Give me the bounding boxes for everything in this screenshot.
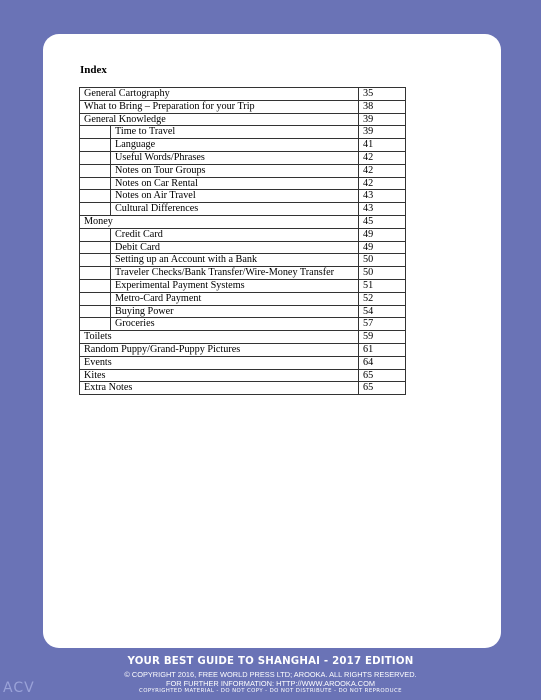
index-row (80, 228, 406, 241)
index-entry-title: Events (80, 356, 359, 369)
index-entry-page: 64 (359, 356, 406, 369)
index-entry-page: 51 (359, 279, 406, 292)
footer-info: FOR FURTHER INFORMATION: HTTP://WWW.AROOKA.COM (165, 679, 376, 688)
index-entry-title: Kites (80, 369, 359, 382)
index-entry-title: Metro-Card Payment (111, 292, 359, 305)
index-entry-page: 65 (359, 369, 406, 382)
index-entry-title: Experimental Payment Systems (111, 279, 359, 292)
footer-copyright: © COPYRIGHT 2016, FREE WORLD PRESS LTD; AROOKA. ALL RIGHTS RESERVED. (124, 670, 417, 679)
index-entry-title: Time to Travel (111, 126, 359, 139)
index-entry-title: Toilets (80, 331, 359, 344)
index-entry-title: Notes on Air Travel (111, 190, 359, 203)
indent-cell (80, 228, 111, 241)
indent-cell (80, 126, 111, 139)
index-entry-title: Debit Card (111, 241, 359, 254)
index-entry-page: 35 (359, 88, 406, 101)
index-heading: Index (80, 64, 107, 76)
index-row (80, 369, 406, 382)
index-entry-page: 39 (359, 126, 406, 139)
index-entry-page: 52 (359, 292, 406, 305)
index-entry-page: 39 (359, 113, 406, 126)
index-entry-page: 42 (359, 151, 406, 164)
index-entry-title: Buying Power (111, 305, 359, 318)
index-entry-page: 42 (359, 164, 406, 177)
index-entry-page: 50 (359, 254, 406, 267)
index-entry-title: Setting up an Account with a Bank (111, 254, 359, 267)
index-row (80, 215, 406, 228)
index-entry-title: Credit Card (111, 228, 359, 241)
index-entry-page: 45 (359, 215, 406, 228)
index-row (80, 356, 406, 369)
indent-cell (80, 203, 111, 216)
index-row (80, 318, 406, 331)
index-entry-title: Traveler Checks/Bank Transfer/Wire-Money Transfer (111, 267, 359, 280)
index-entry-title: General Knowledge (80, 113, 359, 126)
index-entry-page: 57 (359, 318, 406, 331)
watermark: ACV (3, 680, 35, 696)
index-row (80, 292, 406, 305)
footer-title: YOUR BEST GUIDE TO SHANGHAI - 2017 EDITION (127, 656, 414, 667)
index-row (80, 164, 406, 177)
indent-cell (80, 318, 111, 331)
index-entry-page: 42 (359, 177, 406, 190)
index-row (80, 331, 406, 344)
index-table (79, 87, 406, 395)
index-row (80, 267, 406, 280)
index-row (80, 126, 406, 139)
index-row (80, 203, 406, 216)
index-row (80, 279, 406, 292)
index-entry-page: 49 (359, 241, 406, 254)
index-row (80, 190, 406, 203)
index-row (80, 382, 406, 395)
index-entry-title: Notes on Tour Groups (111, 164, 359, 177)
index-entry-page: 41 (359, 139, 406, 152)
index-entry-page: 50 (359, 267, 406, 280)
index-row (80, 100, 406, 113)
index-entry-page: 61 (359, 343, 406, 356)
index-entry-page: 49 (359, 228, 406, 241)
index-entry-title: Useful Words/Phrases (111, 151, 359, 164)
indent-cell (80, 254, 111, 267)
index-row (80, 139, 406, 152)
indent-cell (80, 241, 111, 254)
indent-cell (80, 151, 111, 164)
index-entry-title: Money (80, 215, 359, 228)
index-entry-page: 54 (359, 305, 406, 318)
index-row (80, 305, 406, 318)
index-entry-page: 59 (359, 331, 406, 344)
index-row (80, 241, 406, 254)
index-row (80, 88, 406, 101)
indent-cell (80, 177, 111, 190)
index-entry-title: Cultural Differences (111, 203, 359, 216)
index-row (80, 254, 406, 267)
index-entry-title: Language (111, 139, 359, 152)
index-row (80, 343, 406, 356)
index-row (80, 177, 406, 190)
indent-cell (80, 267, 111, 280)
indent-cell (80, 164, 111, 177)
indent-cell (80, 279, 111, 292)
index-entry-title: General Cartography (80, 88, 359, 101)
index-entry-page: 43 (359, 203, 406, 216)
index-entry-title: Notes on Car Rental (111, 177, 359, 190)
index-entry-title: Extra Notes (80, 382, 359, 395)
footer-notice: COPYRIGHTED MATERIAL - DO NOT COPY - DO NOT DISTRIBUTE - DO NOT REPRODUCE (139, 688, 402, 694)
index-entry-title: Random Puppy/Grand-Puppy Pictures (80, 343, 359, 356)
indent-cell (80, 190, 111, 203)
index-entry-title: What to Bring – Preparation for your Trip (80, 100, 359, 113)
index-entry-page: 65 (359, 382, 406, 395)
indent-cell (80, 292, 111, 305)
document-page (43, 34, 501, 648)
index-entry-page: 43 (359, 190, 406, 203)
indent-cell (80, 305, 111, 318)
indent-cell (80, 139, 111, 152)
index-row (80, 113, 406, 126)
index-entry-title: Groceries (111, 318, 359, 331)
index-entry-page: 38 (359, 100, 406, 113)
index-row (80, 151, 406, 164)
